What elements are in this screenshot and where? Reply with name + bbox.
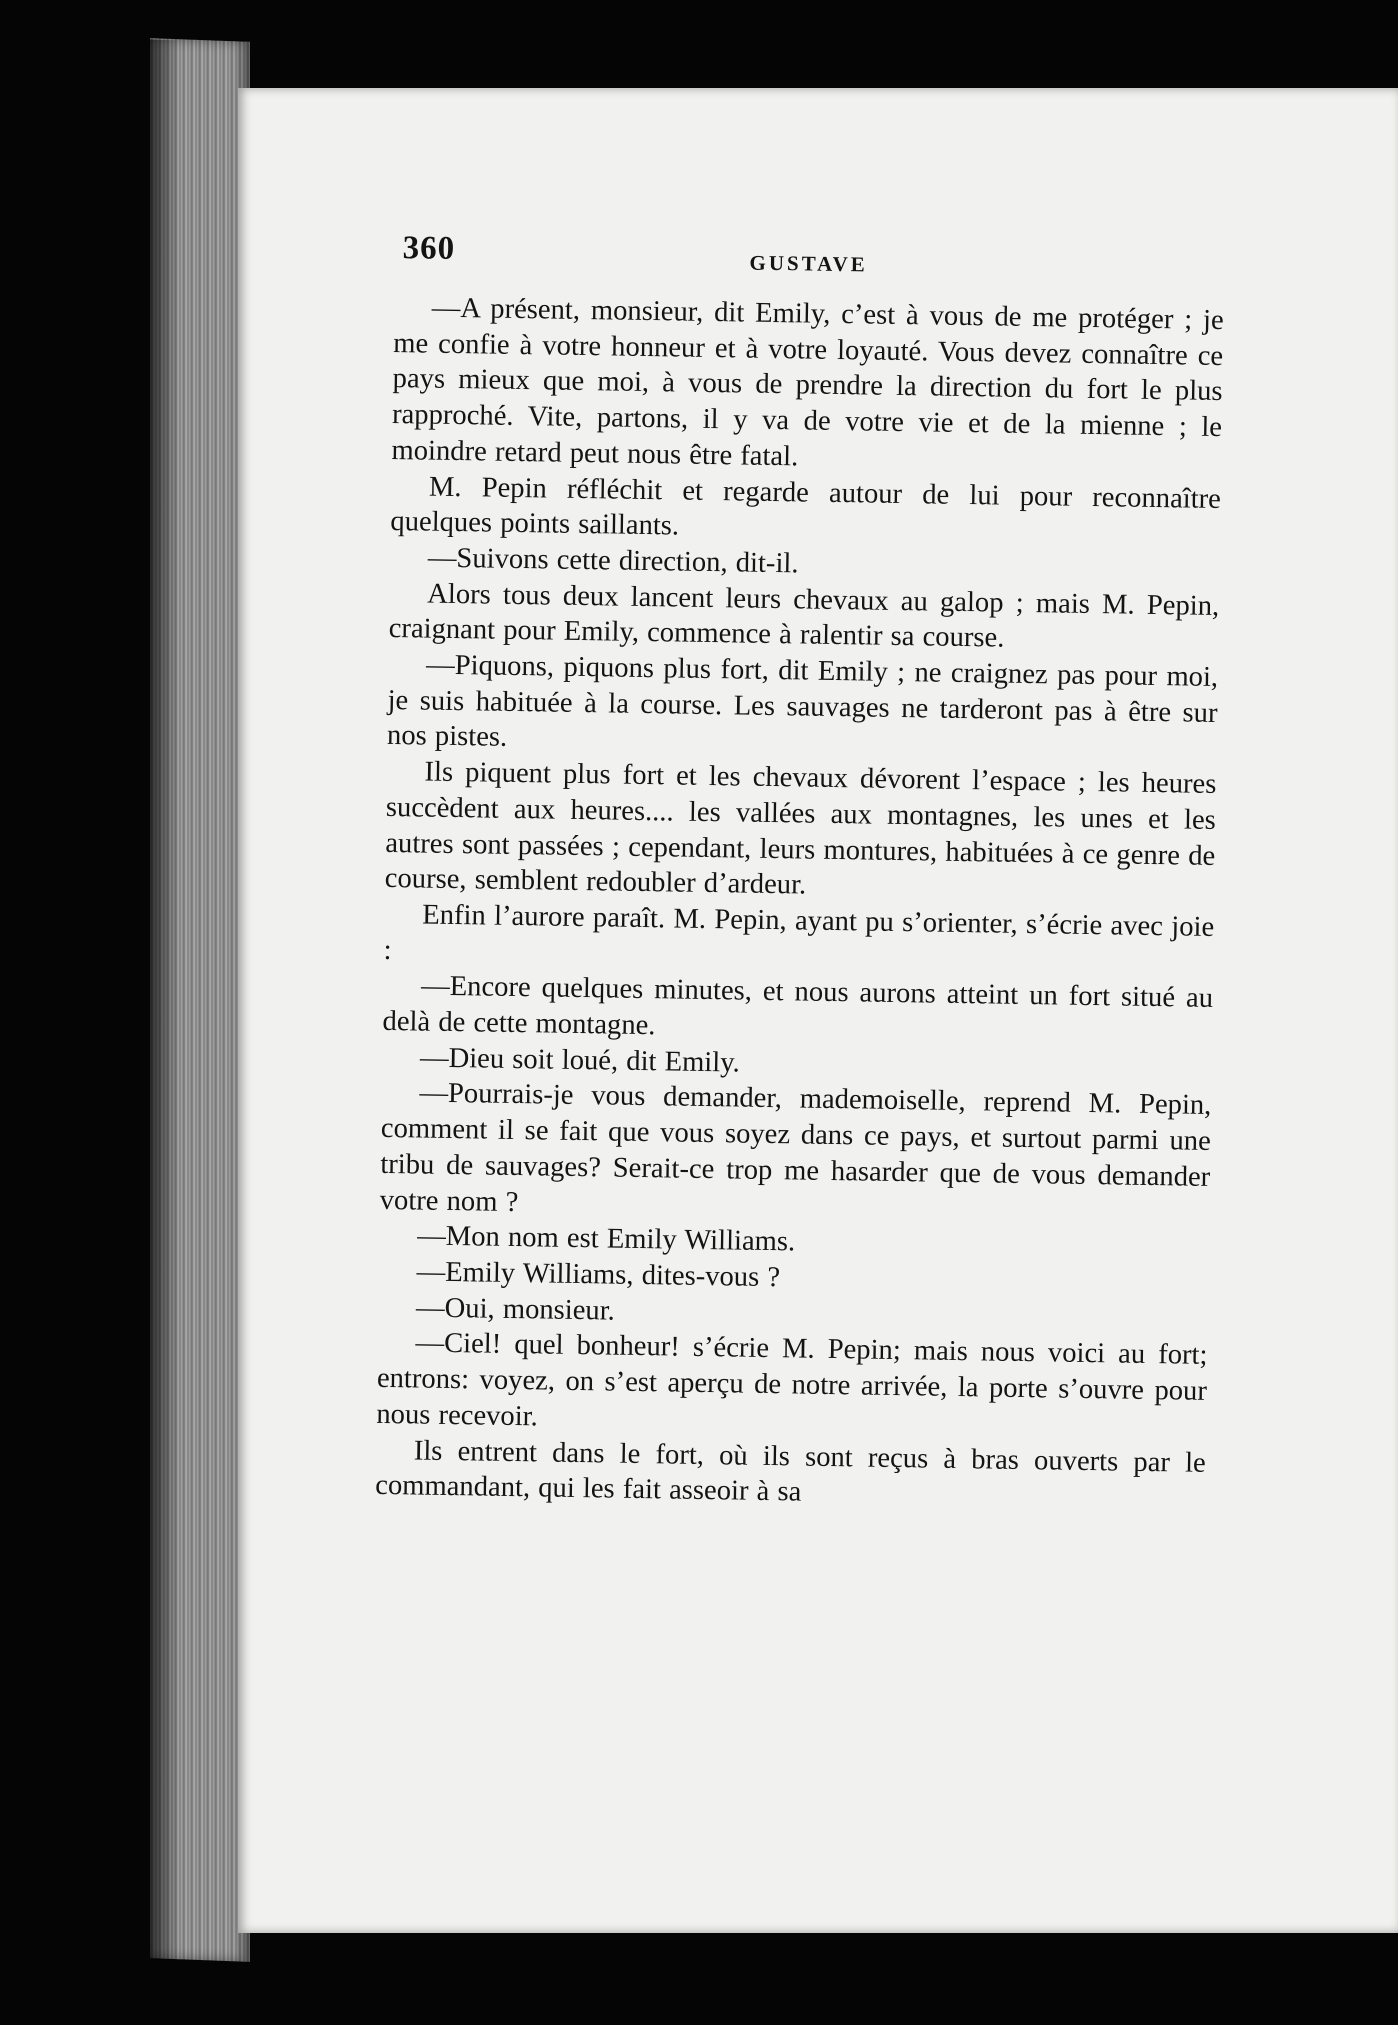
book-spine-shadow (150, 39, 180, 1960)
paragraph: Ils entrent dans le fort, où ils sont reçus à bras ouverts par le commandant, qui les fait asseoir à sa (375, 1434, 1206, 1508)
paragraph: —Ciel! quel bonheur! s’écrie M. Pepin; mais nous voici au fort; entrons: voyez, on s’est aperçu de notre arrivée, la porte s’ouvre pour nous recevoir. (376, 1327, 1208, 1433)
paragraph: Alors tous deux lancent leurs chevaux au galop ; mais M. Pepin, craignant pour Emily, commence à ralentir sa course. (388, 578, 1220, 654)
paragraph: —Mon nom est Emily Williams. (416, 1220, 796, 1258)
paragraph: —Piquons, piquons plus fort, dit Emily ; ne craignez pas pour moi, je suis habituée à la course. Les sauvages ne tarderont pas à être sur nos pistes. (386, 649, 1219, 754)
paragraph: Ils piquent plus fort et les chevaux dévorent l’espace ; les heures succèdent aux heures.... les vallées aux montagnes, les unes et les autres sont passées ; cependant, leurs montures, habituées à ce genre de course, semblent redoubler d’ardeur. (384, 756, 1217, 901)
paragraph: —Emily Williams, dites-vous ? (416, 1256, 781, 1294)
paragraph: M. Pepin réfléchit et regarde autour de lui pour reconnaître quelques points saillants. (390, 471, 1222, 542)
page-number: 360 (402, 230, 456, 267)
page-text-block (375, 230, 1225, 1517)
paragraph: —Encore quelques minutes, et nous aurons atteint un fort situé au delà de cette montagne. (382, 970, 1214, 1042)
paragraph: —A présent, monsieur, dit Emily, c’est à vous de me protéger ; je me confie à votre honneur et à votre loyauté. Vous devez connaître ce pays mieux que moi, à vous de prendre la direction du fort le plus rapproché. Vite, partons, il y va de votre vie et de la mienne ; le moindre retard peut nous être fatal. (391, 292, 1224, 473)
paragraph: —Dieu soit loué, dit Emily. (419, 1042, 741, 1079)
paragraph: —Pourrais-je vous demander, mademoiselle, reprend M. Pepin, comment il se fait que vous soyez dans ce pays, et surtout parmi une tribu de sauvages? Serait-ce trop me hasarder que de vous demander votre nom ? (379, 1077, 1212, 1218)
paragraph: —Oui, monsieur. (415, 1292, 616, 1327)
running-head: GUSTAVE (749, 250, 868, 277)
paragraph: Enfin l’aurore paraît. M. Pepin, ayant pu s’orienter, s’écrie avec joie : (383, 899, 1215, 966)
paragraph: —Suivons cette direction, dit-il. (427, 542, 799, 580)
